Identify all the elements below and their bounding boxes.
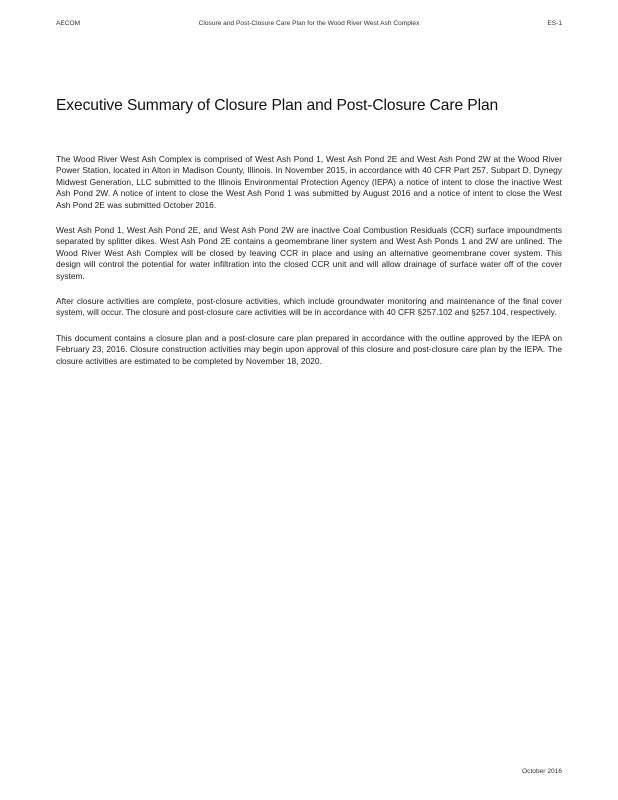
section-title: Executive Summary of Closure Plan and Post-Closure Care Plan <box>56 97 499 114</box>
paragraph-intro: The Wood River West Ash Complex is comprised of West Ash Pond 1, West Ash Pond 2E and West Ash Pond 2W at the Wood River Power Station, located in Alton in Madison County, Illinois. In November 2015, in accordance with 40 CFR Part 257, Subpart D, Dynegy Midwest Generation, LLC submitted to the Illinois Environmental Protection Agency (IEPA) a notice of intent to close the inactive West Ash Pond 2W. A notice of intent to close the West Ash Pond 1 was submitted by August 2016 and a notice of intent to close the West Ash Pond 2E was submitted October 2016. <box>56 154 562 210</box>
header-company: AECOM <box>56 20 81 27</box>
paragraph-document-scope: This document contains a closure plan and a post-closure care plan prepared in accordance with the outline approved by the IEPA on February 23, 2016. Closure construction activities may begin upon approval of this closure and post-closure care plan by the IEPA. The closure activities are estimated to be completed by November 18, 2020. <box>56 332 562 366</box>
page-footer-date: October 2016 <box>522 768 562 775</box>
header-page-number: ES-1 <box>547 20 562 27</box>
body-text <box>56 154 562 381</box>
paragraph-post-closure: After closure activities are complete, post-closure activities, which include groundwater monitoring and maintenance of the final cover system, will occur. The closure and post-closure care activities will be in accordance with 40 CFR §257.102 and §257.104, respectively. <box>56 296 562 318</box>
header-document-title: Closure and Post-Closure Care Plan for the Wood River West Ash Complex <box>198 20 420 27</box>
page-header <box>56 19 562 29</box>
paragraph-impoundments: West Ash Pond 1, West Ash Pond 2E, and West Ash Pond 2W are inactive Coal Combustion Residuals (CCR) surface impoundments separated by splitter dikes. West Ash Pond 2E contains a geomembrane liner system and West Ash Ponds 1 and 2W are unlined. The Wood River West Ash Complex will be closed by leaving CCR in place and using an alternative geomembrane cover system. This design will control the potential for water infiltration into the closed CCR unit and will allow drainage of surface water off of the cover system. <box>56 225 562 281</box>
